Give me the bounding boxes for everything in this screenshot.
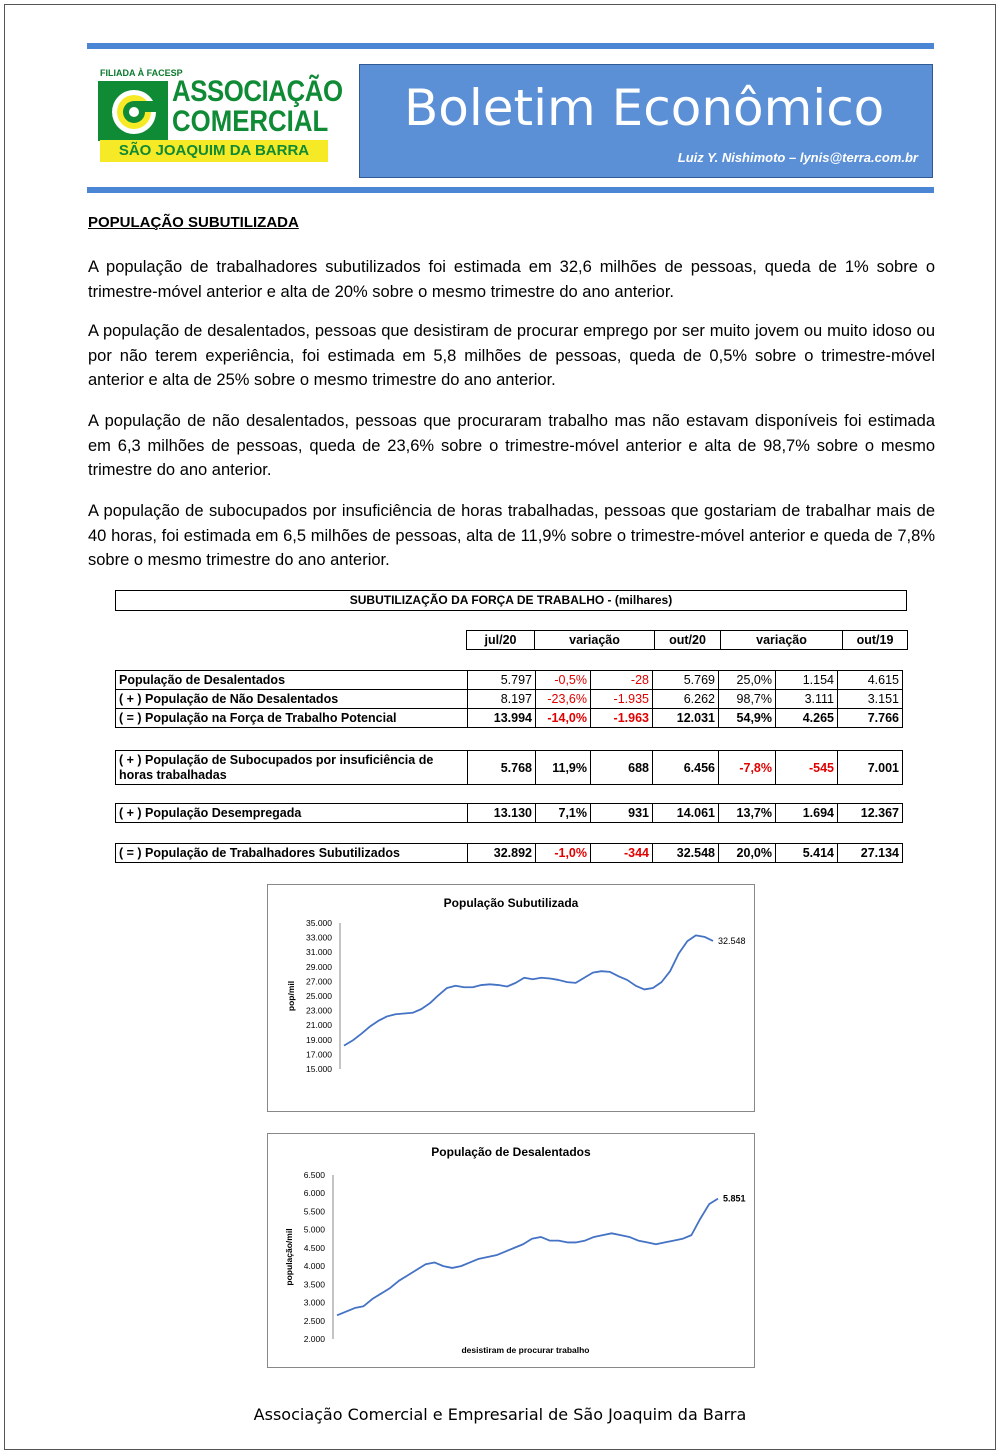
table-cell: 6.456 — [653, 751, 719, 785]
y-tick-label: 6.000 — [303, 1188, 325, 1199]
x-axis-label: desistiram de procurar trabalho — [461, 1345, 590, 1355]
table-title: SUBUTILIZAÇÃO DA FORÇA DE TRABALHO - (milhares) — [115, 590, 907, 611]
y-tick-label: 23.000 — [306, 1005, 332, 1016]
table-cell: -0,5% — [536, 671, 591, 690]
logo-line1: ASSOCIAÇÃO — [172, 75, 343, 108]
y-tick-label: 15.000 — [306, 1064, 332, 1074]
chart-subutilizada-svg — [268, 885, 754, 1111]
table-row — [116, 751, 903, 785]
top-rule — [87, 43, 934, 49]
table-cell: 54,9% — [719, 709, 776, 728]
table-cell: 13.994 — [468, 709, 536, 728]
table-cell: 32.548 — [653, 844, 719, 863]
col-header-jul20: jul/20 — [467, 631, 535, 650]
y-tick-label: 4.000 — [303, 1261, 325, 1272]
chart-title: População Subutilizada — [443, 896, 579, 910]
row-label: ( + ) População Desempregada — [116, 804, 468, 823]
y-tick-label: 3.000 — [303, 1297, 325, 1308]
y-tick-label: 6.500 — [303, 1170, 325, 1180]
table-cell: 8.197 — [468, 690, 536, 709]
paragraph-2: A população de desalentados, pessoas que desistiram de procurar emprego por ser muito jovem ou muito idoso ou por não terem experiência, foi estimada em 5,8 milhões de pessoas, queda de 0,5% sobre o trimestre-móvel anterior e alta de 25% sobre o mesmo trimestre do ano anterior. — [88, 322, 935, 389]
table-cell: -1.935 — [591, 690, 653, 709]
paragraph-4: A população de subocupados por insuficiência de horas trabalhadas, pessoas que gostariam de trabalhar mais de 40 horas, foi estimada em 6,5 milhões de pessoas, alta de 11,9% sobre o trimestre-móvel anterior e queda de 7,8% sobre o mesmo trimestre do ano anterior. — [88, 502, 935, 569]
y-tick-label: 27.000 — [306, 976, 332, 987]
row-label: ( = ) População de Trabalhadores Subutilizados — [116, 844, 468, 863]
series-line — [337, 1199, 718, 1316]
chart-populacao-desalentados — [267, 1133, 755, 1368]
table-cell: 20,0% — [719, 844, 776, 863]
table-cell: 12.031 — [653, 709, 719, 728]
col-header-variacao-1: variação — [535, 631, 655, 650]
table-cell: -23,6% — [536, 690, 591, 709]
y-axis-label: pop/mil — [286, 980, 296, 1012]
table-cell: 11,9% — [536, 751, 591, 785]
y-tick-label: 5.500 — [303, 1206, 325, 1217]
section-title: POPULAÇÃO SUBUTILIZADA — [88, 214, 299, 231]
table-cell: -28 — [591, 671, 653, 690]
table-row — [116, 671, 903, 690]
series-line — [344, 935, 713, 1045]
y-tick-label: 4.500 — [303, 1242, 325, 1253]
page-footer: Associação Comercial e Empresarial de São Joaquim da Barra — [253, 1405, 747, 1424]
y-tick-label: 19.000 — [306, 1034, 332, 1045]
y-tick-label: 33.000 — [306, 932, 332, 943]
table-cell: -14,0% — [536, 709, 591, 728]
chart-title: População de Desalentados — [431, 1145, 591, 1159]
table-cell: 931 — [591, 804, 653, 823]
table-cell: 3.151 — [838, 690, 903, 709]
data-label-last: 5.851 — [723, 1193, 746, 1204]
y-tick-label: 17.000 — [306, 1049, 332, 1060]
logo-line2: COMERCIAL — [172, 105, 329, 138]
table-cell: -1,0% — [536, 844, 591, 863]
table-row — [116, 709, 903, 728]
logo-city: SÃO JOAQUIM DA BARRA — [100, 140, 328, 162]
row-label: ( + ) População de Não Desalentados — [116, 690, 468, 709]
col-header-out19: out/19 — [843, 631, 908, 650]
table-block-subutilizados — [115, 843, 903, 863]
table-cell: 98,7% — [719, 690, 776, 709]
table-cell: 7.766 — [838, 709, 903, 728]
table-block-subocupados — [115, 750, 903, 785]
y-tick-label: 31.000 — [306, 947, 332, 958]
y-tick-label: 2.500 — [303, 1315, 325, 1326]
table-cell: 4.615 — [838, 671, 903, 690]
table-cell: 12.367 — [838, 804, 903, 823]
table-cell: 27.134 — [838, 844, 903, 863]
y-tick-label: 21.000 — [306, 1020, 332, 1031]
table-cell: 25,0% — [719, 671, 776, 690]
author-contact: Luiz Y. Nishimoto – lynis@terra.com.br — [677, 150, 918, 165]
chart-populacao-subutilizada — [267, 884, 755, 1112]
table-cell: 3.111 — [776, 690, 838, 709]
col-header-out20: out/20 — [655, 631, 721, 650]
table-block-potential — [115, 670, 903, 728]
title-banner — [359, 64, 933, 178]
table-cell: 688 — [591, 751, 653, 785]
y-tick-label: 29.000 — [306, 961, 332, 972]
logo-filiada-text: FILIADA À FACESP — [100, 68, 183, 78]
table-cell: -1.963 — [591, 709, 653, 728]
table-cell: 1.694 — [776, 804, 838, 823]
table-cell: -7,8% — [719, 751, 776, 785]
table-header — [466, 630, 908, 650]
y-tick-label: 3.500 — [303, 1279, 325, 1290]
table-cell: 5.414 — [776, 844, 838, 863]
table-cell: 7,1% — [536, 804, 591, 823]
chart-desalentados-svg — [268, 1134, 754, 1367]
row-label: ( = ) População na Força de Trabalho Potencial — [116, 709, 468, 728]
header-rule — [87, 187, 934, 193]
table-cell: -344 — [591, 844, 653, 863]
paragraph-3: A população de não desalentados, pessoas que procuraram trabalho mas não estavam disponíveis foi estimada em 6,3 milhões de pessoas, queda de 23,6% sobre o trimestre-móvel anterior e alta de 98,7% sobre o mesmo trimestre do ano anterior. — [88, 412, 935, 479]
table-cell: 5.768 — [468, 751, 536, 785]
table-row — [116, 844, 903, 863]
table-cell: 6.262 — [653, 690, 719, 709]
table-cell: 32.892 — [468, 844, 536, 863]
association-logo — [98, 68, 343, 164]
table-cell: 5.797 — [468, 671, 536, 690]
row-label: ( + ) População de Subocupados por insuficiência de horas trabalhadas — [116, 751, 468, 785]
y-tick-label: 5.000 — [303, 1224, 325, 1235]
table-block-desempregada — [115, 803, 903, 823]
table-row — [116, 804, 903, 823]
table-cell: 13.130 — [468, 804, 536, 823]
bulletin-title: Boletim Econômico — [404, 79, 885, 137]
logo-mark-icon — [98, 81, 168, 141]
row-label: População de Desalentados — [116, 671, 468, 690]
table-cell: 5.769 — [653, 671, 719, 690]
y-axis-label: população/mil — [284, 1228, 294, 1286]
table-cell: 4.265 — [776, 709, 838, 728]
table-row — [116, 690, 903, 709]
y-tick-label: 25.000 — [306, 991, 332, 1001]
paragraph-1: A população de trabalhadores subutilizados foi estimada em 32,6 milhões de pessoas, queda de 1% sobre o trimestre-móvel anterior e alta de 20% sobre o mesmo trimestre do ano anterior. — [88, 258, 935, 301]
data-label-last: 32.548 — [718, 935, 746, 946]
table-cell: 7.001 — [838, 751, 903, 785]
table-cell: 14.061 — [653, 804, 719, 823]
table-cell: 1.154 — [776, 671, 838, 690]
y-tick-label: 35.000 — [306, 918, 332, 928]
table-cell: -545 — [776, 751, 838, 785]
table-cell: 13,7% — [719, 804, 776, 823]
y-tick-label: 2.000 — [303, 1334, 325, 1344]
col-header-variacao-2: variação — [721, 631, 843, 650]
